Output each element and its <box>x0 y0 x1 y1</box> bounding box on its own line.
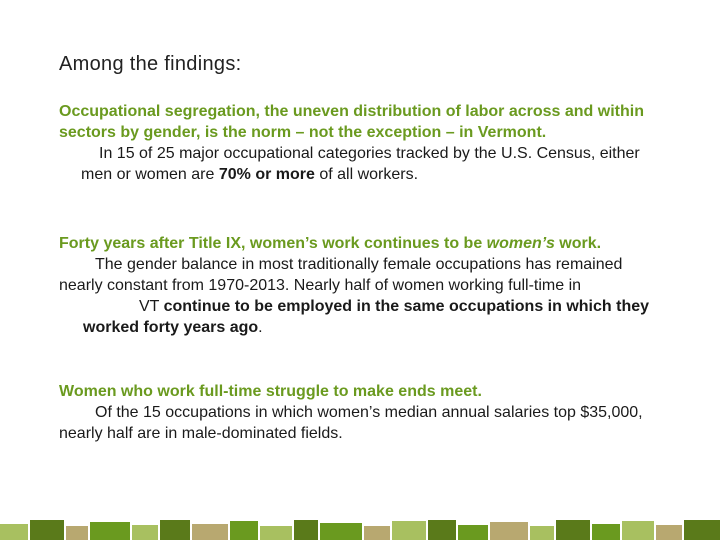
finding-2 <box>59 233 659 338</box>
finding-2-body-bold-a: continue to be employed in the same occupations in which they <box>163 298 650 315</box>
finding-2-body-bold-b: worked forty years ago <box>83 319 259 336</box>
finding-2-body-a: The gender balance in most traditionally female occupations has remained <box>95 256 623 273</box>
footer-decoration <box>0 520 720 540</box>
finding-1 <box>59 101 659 185</box>
slide-title: Among the findings: <box>59 53 242 75</box>
finding-2-body <box>59 254 659 338</box>
finding-3-body-a: Of the 15 occupations in which women’s median annual salaries top $35,000, <box>95 404 643 421</box>
finding-1-body-b: men or women are <box>81 166 215 183</box>
finding-1-body <box>59 143 659 185</box>
finding-1-body-c: of all workers. <box>319 166 419 183</box>
finding-2-heading-em: women’s <box>486 235 555 252</box>
finding-1-body-a: In 15 of 25 major occupational categories tracked by the U.S. Census, either <box>99 145 640 162</box>
finding-1-body-bold: 70% or more <box>218 166 315 183</box>
finding-1-heading: Occupational segregation, the uneven distribution of labor across and within sectors by gender, is the norm – not the exception – in Vermont. <box>59 103 644 141</box>
finding-3-heading: Women who work full-time struggle to make ends meet. <box>59 383 482 400</box>
finding-2-body-b: nearly constant from 1970-2013. Nearly half of women working full-time in <box>59 277 582 294</box>
finding-2-body-c: VT <box>139 298 160 315</box>
finding-2-heading <box>59 233 659 254</box>
finding-3-body <box>59 402 659 444</box>
finding-2-body-end: . <box>258 319 263 336</box>
finding-2-heading-a: Forty years after Title IX, women’s work continues to be <box>59 235 483 252</box>
finding-2-heading-b: work. <box>559 235 602 252</box>
finding-3 <box>59 381 659 444</box>
finding-3-body-b: nearly half are in male-dominated fields. <box>59 425 343 442</box>
